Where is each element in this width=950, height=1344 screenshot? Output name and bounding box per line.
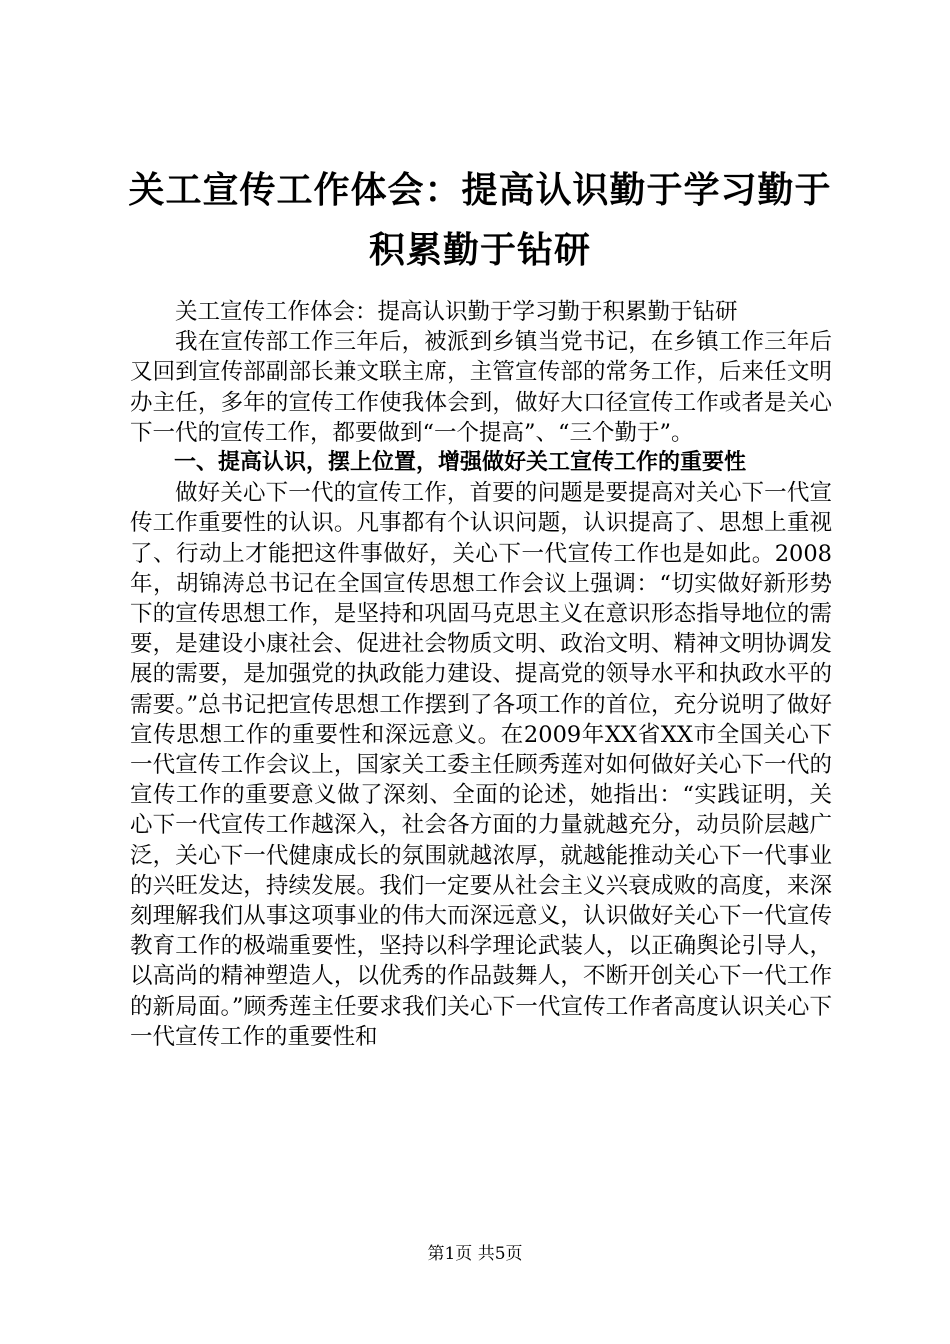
- paragraph-section-1: 做好关心下一代的宣传工作，首要的问题是要提高对关心下一代宣传工作重要性的认识。凡事都有个认识问题，认识提高了、思想上重视了、行动上才能把这件事做好，关心下一代宣传工作也是如此。2008年，胡锦涛总书记在全国宣传思想工作会议上强调：“切实做好新形势下的宣传思想工作，是坚持和巩固马克思主义在意识形态指导地位的需要，是建设小康社会、促进社会物质文明、政治文明、精神文明协调发展的需要，是加强党的执政能力建设、提高党的领导水平和执政水平的需要。”总书记把宣传思想工作摆到了各项工作的首位，充分说明了做好宣传思想工作的重要性和深远意义。在2009年XX省XX市全国关心下一代宣传工作会议上，国家关工委主任顾秀莲对如何做好关心下一代的宣传工作的重要意义做了深刻、全面的论述，她指出：“实践证明，关心下一代宣传工作越深入，社会各方面的力量就越充分，动员阶层越广泛，关心下一代健康成长的氛围就越浓厚，就越能推动关心下一代事业的兴旺发达，持续发展。我们一定要从社会主义兴衰成败的高度，来深刻理解我们从事这项事业的伟大而深远意义，认识做好关心下一代宣传教育工作的极端重要性，坚持以科学理论武装人，以正确舆论引导人，以高尚的精神塑造人，以优秀的作品鼓舞人，不断开创关心下一代工作的新局面。”顾秀莲主任要求我们关心下一代宣传工作者高度认识关心下一代宣传工作的重要性和: [130, 480, 832, 1050]
- paragraph-subtitle: 关工宣传工作体会：提高认识勤于学习勤于积累勤于钻研: [175, 299, 738, 325]
- document-title: 关工宣传工作体会：提高认识勤于学习勤于积累勤于钻研: [128, 169, 832, 271]
- section-heading-1: 一、提高认识，摆上位置，增强做好关工宣传工作的重要性: [174, 450, 747, 476]
- document-body: [130, 297, 832, 1052]
- page-number-footer: 第1页 共5页: [427, 1244, 523, 1264]
- paragraph-intro: 我在宣传部工作三年后，被派到乡镇当党书记，在乡镇工作三年后又回到宣传部副部长兼文联主席，主管宣传部的常务工作，后来任文明办主任，多年的宣传工作使我体会到，做好大口径宣传工作或者是关心下一代的宣传工作，都要做到“一个提高”、“三个勤于”。: [130, 329, 832, 446]
